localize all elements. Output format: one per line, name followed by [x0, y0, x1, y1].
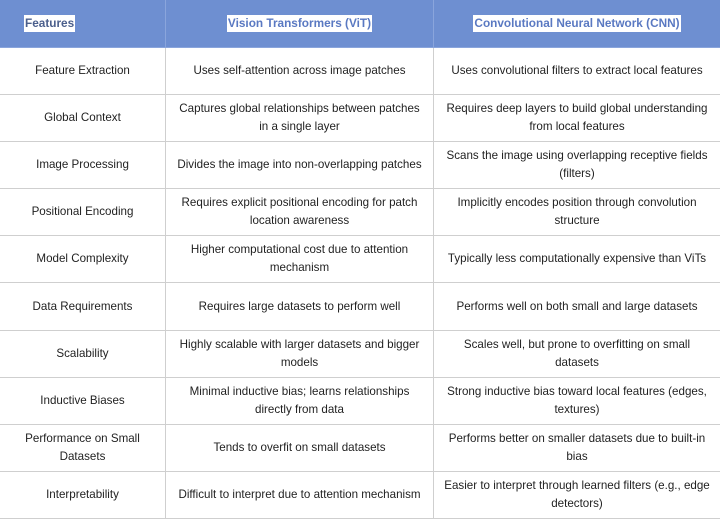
row-data-requirements-cnn: Performs well on both small and large datasets — [434, 283, 720, 330]
header-vit-label: Vision Transformers (ViT) — [227, 15, 372, 32]
row-scalability-cnn: Scales well, but prone to overfitting on small datasets — [434, 331, 720, 378]
header-cnn-label: Convolutional Neural Network (CNN) — [473, 15, 680, 32]
row-inductive-biases-cnn: Strong inductive bias toward local features (edges, textures) — [434, 378, 720, 425]
row-small-datasets-vit: Tends to overfit on small datasets — [166, 425, 434, 472]
row-model-complexity-name: Model Complexity — [0, 236, 166, 283]
header-features-label: Features — [24, 15, 75, 32]
row-positional-encoding-vit: Requires explicit positional encoding for patch location awareness — [166, 189, 434, 236]
row-positional-encoding-cnn: Implicitly encodes position through convolution structure — [434, 189, 720, 236]
row-interpretability-cnn: Easier to interpret through learned filters (e.g., edge detectors) — [434, 472, 720, 519]
row-feature-extraction-vit: Uses self-attention across image patches — [166, 48, 434, 95]
row-scalability-vit: Highly scalable with larger datasets and bigger models — [166, 331, 434, 378]
row-image-processing-cnn: Scans the image using overlapping receptive fields (filters) — [434, 142, 720, 189]
row-inductive-biases-vit: Minimal inductive bias; learns relationships directly from data — [166, 378, 434, 425]
header-features — [0, 0, 166, 48]
row-global-context-name: Global Context — [0, 95, 166, 142]
row-model-complexity-cnn: Typically less computationally expensive than ViTs — [434, 236, 720, 283]
row-small-datasets-name: Performance on Small Datasets — [0, 425, 166, 472]
header-vit — [166, 0, 434, 48]
row-data-requirements-name: Data Requirements — [0, 283, 166, 330]
row-image-processing-name: Image Processing — [0, 142, 166, 189]
row-scalability-name: Scalability — [0, 331, 166, 378]
row-model-complexity-vit: Higher computational cost due to attention mechanism — [166, 236, 434, 283]
row-global-context-cnn: Requires deep layers to build global understanding from local features — [434, 95, 720, 142]
row-small-datasets-cnn: Performs better on smaller datasets due to built-in bias — [434, 425, 720, 472]
row-image-processing-vit: Divides the image into non-overlapping patches — [166, 142, 434, 189]
row-global-context-vit: Captures global relationships between patches in a single layer — [166, 95, 434, 142]
header-cnn — [434, 0, 720, 48]
row-positional-encoding-name: Positional Encoding — [0, 189, 166, 236]
row-interpretability-name: Interpretability — [0, 472, 166, 519]
row-feature-extraction-name: Feature Extraction — [0, 48, 166, 95]
row-data-requirements-vit: Requires large datasets to perform well — [166, 283, 434, 330]
row-feature-extraction-cnn: Uses convolutional filters to extract local features — [434, 48, 720, 95]
row-interpretability-vit: Difficult to interpret due to attention mechanism — [166, 472, 434, 519]
row-inductive-biases-name: Inductive Biases — [0, 378, 166, 425]
